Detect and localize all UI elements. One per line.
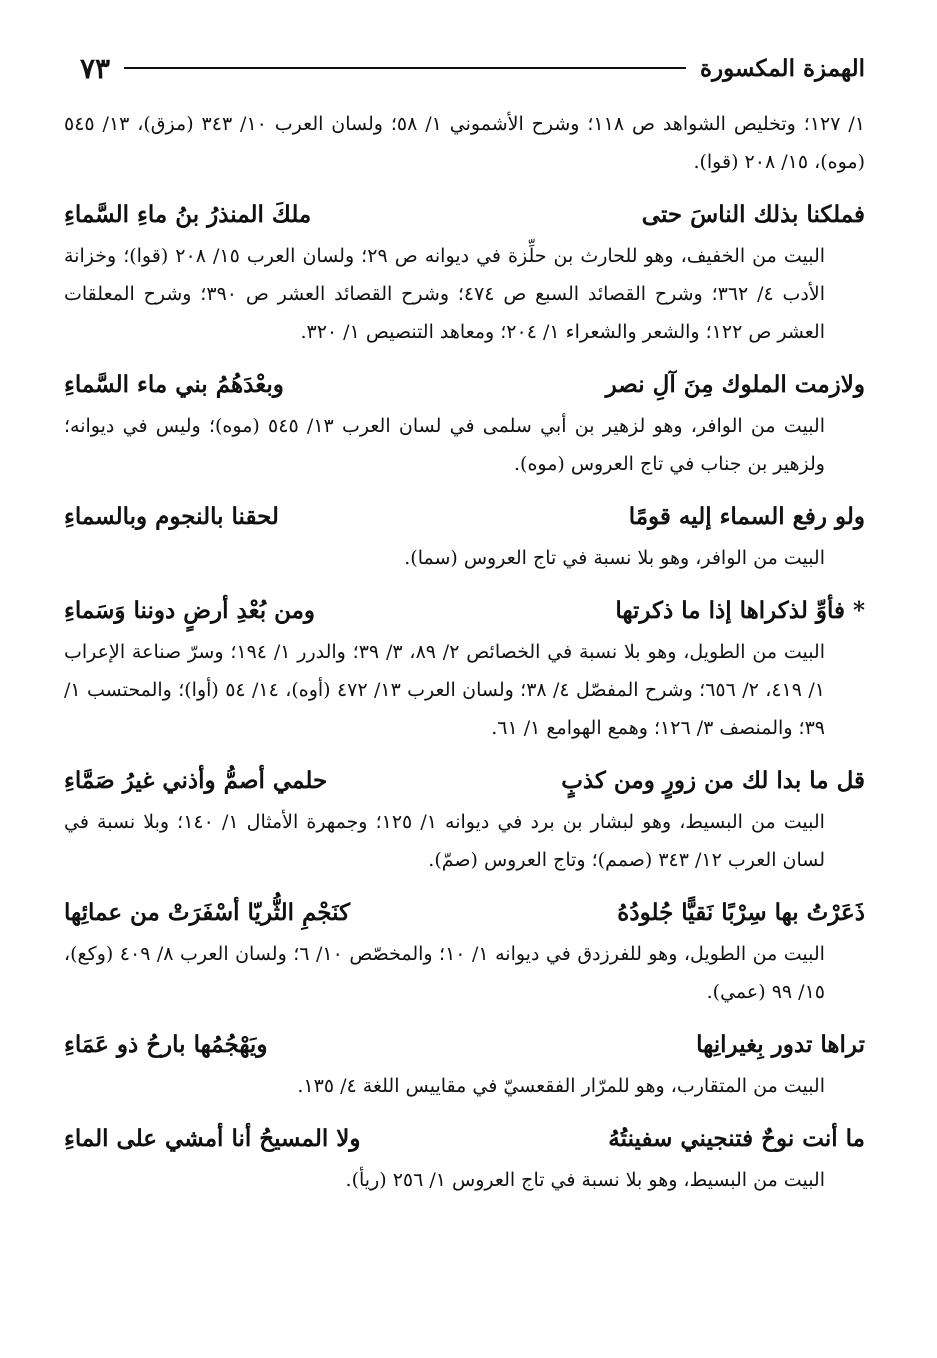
verse-note: البيت من الطويل، وهو للفرزدق في ديوانه ١/ ١٠؛ والمخصّص ١٠/ ٦؛ ولسان العرب ٨/ ٤٠٩ (وكع)، ١٥/ ٩٩ (عمي). [64, 943, 825, 1003]
first-hemistich: * فأوِّ لذكراها إذا ما ذكرتها [615, 597, 865, 624]
second-hemistich: ويَهْجُمُها بارحُ ذو عَمَاءِ [64, 1031, 268, 1058]
first-hemistich: ما أنت نوحٌ فتنجيني سفينتُهُ [608, 1125, 865, 1152]
first-hemistich: فملكنا بذلك الناسَ حتى [641, 201, 865, 228]
verse-note: البيت من الطويل، وهو بلا نسبة في الخصائص ٢/ ٨٩، ٣/ ٣٩؛ والدرر ١/ ١٩٤؛ وسرّ صناعة الإعراب ١/ ٤١٩، ٢/ ٦٥٦؛ وشرح المفصّل ٤/ ٣٨؛ ولسان العرب ١٣/ ٤٧٢ (أوه)، ١٤/ ٥٤ (أوا)؛ والمحتسب ١/ ٣٩؛ والمنصف ٣/ ١٢٦؛ وهمع الهوامع ١/ ٦١. [64, 641, 826, 739]
page-number: ٧٣ [80, 51, 111, 85]
verse-note: البيت من الوافر، وهو بلا نسبة في تاج العروس (سما). [404, 547, 825, 569]
verse-entry [64, 1025, 865, 1105]
verse-note: البيت من البسيط، وهو لبشار بن برد في ديوانه ١/ ١٢٥؛ وجمهرة الأمثال ١/ ١٤٠؛ وبلا نسبة في لسان العرب ١٢/ ٣٤٣ (صمم)؛ وتاج العروس (صمّ). [64, 811, 825, 871]
first-hemistich: تراها تدور بِغيرانِها [696, 1031, 865, 1058]
second-hemistich: وبعْدَهُمُ بني ماء السَّماءِ [64, 371, 284, 398]
first-hemistich: قل ما بدا لك من زورٍ ومن كذبٍ [561, 767, 865, 794]
verse-note: البيت من المتقارب، وهو للمرّار الفقعسيّ في مقاييس اللغة ٤/ ١٣٥. [297, 1075, 825, 1097]
second-hemistich: ملكَ المنذرُ بنُ ماءِ السَّماءِ [64, 201, 312, 228]
verse-entry [64, 365, 865, 483]
verse-line [64, 893, 865, 933]
continued-note: ١/ ١٢٧؛ وتخليص الشواهد ص ١١٨؛ وشرح الأشموني ١/ ٥٨؛ ولسان العرب ١٠/ ٣٤٣ (مزق)، ١٣/ ٥٤٥ (موه)، ١٥/ ٢٠٨ (قوا). [64, 113, 865, 173]
verse-line [64, 1119, 865, 1159]
verse-line [64, 1025, 865, 1065]
header-rule [124, 67, 686, 69]
verse-entry [64, 195, 865, 351]
verse-line [64, 761, 865, 801]
verse-entry [64, 497, 865, 577]
first-hemistich: ولو رفع السماء إليه قومًا [628, 503, 865, 530]
verse-line [64, 591, 865, 631]
verse-entry [64, 893, 865, 1011]
verse-line [64, 365, 865, 405]
verse-entry [64, 1119, 865, 1199]
second-hemistich: ومن بُعْدِ أرضٍ دوننا وَسَماءِ [64, 597, 316, 624]
verse-note: البيت من البسيط، وهو بلا نسبة في تاج العروس ١/ ٢٥٦ (ريأ). [345, 1169, 825, 1191]
second-hemistich: لحقنا بالنجوم وبالسماءِ [64, 503, 279, 530]
chapter-title: الهمزة المكسورة [700, 54, 865, 82]
running-header [80, 48, 865, 88]
verse-line [64, 497, 865, 537]
second-hemistich: حلمي أصمُّ وأذني غيرُ صَمَّاءِ [64, 767, 328, 794]
verse-line [64, 195, 865, 235]
page-body [64, 105, 865, 1199]
verse-entry [64, 591, 865, 747]
second-hemistich: ولا المسيحُ أنا أمشي على الماءِ [64, 1125, 361, 1152]
second-hemistich: كنَجْمِ الثُّريّا أسْفَرَتْ من عمائِها [64, 899, 351, 926]
verse-note: البيت من الخفيف، وهو للحارث بن حلِّزة في ديوانه ص ٢٩؛ ولسان العرب ١٥/ ٢٠٨ (قوا)؛ وخزانة الأدب ٤/ ٣٦٢؛ وشرح القصائد السبع ص ٤٧٤؛ وشرح القصائد العشر ص ٣٩٠؛ وشرح المعلقات العشر ص ١٢٢؛ والشعر والشعراء ١/ ٢٠٤؛ ومعاهد التنصيص ١/ ٣٢٠. [64, 245, 826, 343]
first-hemistich: ولازمت الملوك مِنَ آلِ نصر [605, 371, 865, 398]
verse-entry [64, 761, 865, 879]
verse-note: البيت من الوافر، وهو لزهير بن أبي سلمى في لسان العرب ١٣/ ٥٤٥ (موه)؛ وليس في ديوانه؛ ولزهير بن جناب في تاج العروس (موه). [64, 415, 825, 475]
first-hemistich: ذَعَرْتُ بها سِرْبًا نَقيًّا جُلودُهُ [617, 899, 865, 926]
